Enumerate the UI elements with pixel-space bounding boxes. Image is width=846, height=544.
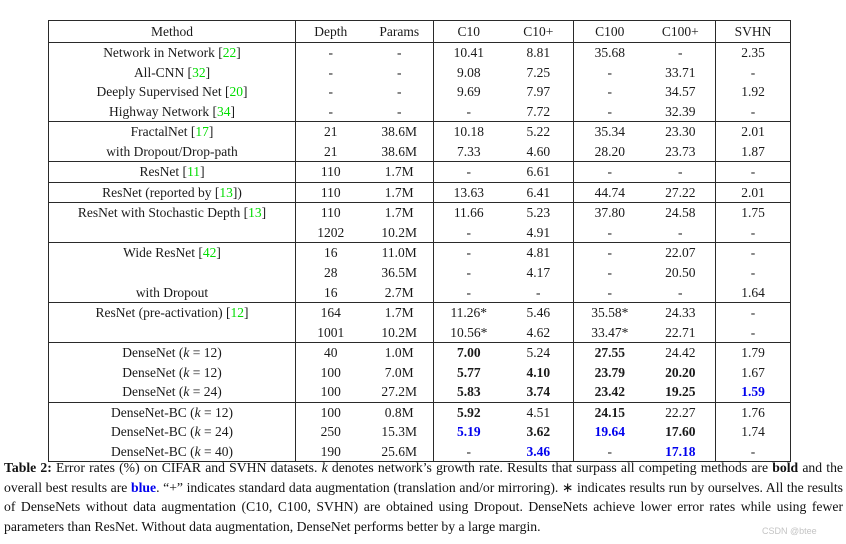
method-label: ] [243,305,249,321]
value-cell: - [716,303,791,323]
column-header-method: Method [49,21,296,43]
column-header-c100plus: C100+ [646,21,716,43]
method-label: with Dropout/Drop-path [106,143,238,159]
table-section [49,303,791,343]
value-cell: 23.30 [646,122,716,142]
method-label: ] [208,124,214,140]
value-cell: 1001 [296,323,366,343]
method-cell [49,223,296,243]
method-label: DenseNet ( [122,345,184,361]
method-cell [49,402,296,422]
caption-segment: k [321,460,328,475]
value-cell: - [434,102,504,122]
value-cell: - [397,64,402,80]
value-cell: - [296,82,366,102]
value-cell: 27.2M [381,384,418,400]
method-cell [49,182,296,203]
caption-segment: Table 2: [4,460,57,475]
value-cell: 37.80 [574,203,646,223]
method-label: with Dropout [135,284,209,300]
value-cell: 25.6M [381,443,418,459]
value-cell: 9.08 [434,63,504,83]
value-cell: 34.57 [665,84,696,100]
value-cell: 23.79 [574,363,646,383]
value-cell: 1.79 [716,343,791,363]
value-cell: 6.41 [504,182,574,203]
value-cell: - [296,43,366,63]
value-cell: 7.72 [526,103,551,119]
value-cell: 4.10 [526,364,551,380]
citation-link[interactable]: 12 [230,305,244,321]
method-cell [49,343,296,363]
value-cell: - [434,283,504,303]
value-cell: 5.77 [434,363,504,383]
value-cell: 1.92 [716,82,791,102]
method-cell [49,63,296,83]
citation-link[interactable]: 11 [187,164,201,180]
value-cell: 36.5M [381,265,418,281]
table-row [49,243,791,263]
value-cell: 3.62 [526,424,551,440]
table-section [49,343,791,403]
value-cell: 100 [296,363,366,383]
value-cell: - [646,162,716,183]
value-cell: - [434,243,504,263]
citation-link[interactable]: 22 [222,45,237,60]
results-table [48,20,791,462]
table-caption [4,458,843,536]
value-cell: - [296,63,366,83]
citation-link[interactable]: 13 [219,184,233,200]
table-row [49,422,791,442]
value-cell: - [716,162,791,183]
column-header-svhn: SVHN [716,21,791,43]
value-cell: - [434,162,504,183]
value-cell: 27.55 [574,343,646,363]
value-cell: - [678,224,683,240]
value-cell: 3.46 [526,443,551,459]
table-section [49,402,791,462]
value-cell: - [716,323,791,343]
value-cell: 40 [296,343,366,363]
caption-segment: bold [772,460,799,475]
method-label: = 12) [200,404,233,420]
value-cell: 4.81 [504,243,574,263]
column-header-c10: C10 [434,21,504,43]
value-cell: 7.97 [526,84,551,100]
method-label: k [183,364,190,380]
method-label: = 24) [200,424,233,440]
value-cell: 1.76 [716,402,791,422]
table-row [49,102,791,122]
value-cell: 11.26* [434,303,504,323]
value-cell: 7.25 [526,64,551,80]
value-cell: 38.6M [381,143,418,159]
value-cell: 2.01 [716,122,791,142]
value-cell: - [574,162,646,183]
value-cell: 2.7M [384,284,414,300]
table-row [49,343,791,363]
value-cell: 100 [296,402,366,422]
value-cell: - [716,63,791,83]
method-label: k [194,443,201,459]
value-cell: 4.51 [504,402,574,422]
value-cell: 1.75 [716,203,791,223]
value-cell: 24.15 [574,402,646,422]
value-cell: 20.50 [665,265,696,281]
value-cell: 10.41 [434,43,504,63]
method-label: ] [200,164,205,180]
method-cell [49,422,296,442]
citation-link[interactable]: 42 [202,245,217,261]
method-label: Highway Network [ [109,103,217,119]
value-cell: 5.22 [504,122,574,142]
value-cell: 8.81 [504,43,574,63]
value-cell: 110 [296,203,366,223]
method-label: k [183,345,190,361]
citation-link[interactable]: 13 [248,205,262,221]
method-label: = 40) [200,443,233,459]
value-cell: 11.0M [366,243,434,263]
value-cell: 5.46 [504,303,574,323]
value-cell: 10.56* [434,323,504,343]
method-label: DenseNet-BC ( [111,404,195,420]
method-label: ResNet (pre-activation) [ [95,305,231,321]
method-label: ] [205,64,211,80]
method-label: Wide ResNet [ [123,245,203,261]
method-label: = 24) [189,384,222,400]
caption-segment: and the overall best results are [4,460,844,495]
value-cell: 7.0M [384,364,414,380]
table-row [49,203,791,223]
value-cell: 38.6M [366,122,434,142]
table-section [49,122,791,162]
table-row [49,122,791,142]
column-header-c100: C100 [574,21,646,43]
table-row [49,363,791,383]
value-cell: 0.8M [366,402,434,422]
value-cell: - [574,243,646,263]
method-cell [49,43,296,63]
method-label: Deeply Supervised Net [ [96,84,230,100]
value-cell: 1.74 [716,422,791,442]
value-cell: 9.69 [434,82,504,102]
value-cell: - [397,84,402,100]
method-label: All-CNN [ [133,64,193,80]
method-label: DenseNet ( [122,364,184,380]
value-cell: 5.92 [434,402,504,422]
table-section [49,203,791,243]
method-cell [49,102,296,122]
column-header-params: Params [366,21,434,43]
value-cell: - [574,263,646,283]
table-row [49,323,791,343]
value-cell: 11.66 [434,203,504,223]
method-cell [49,382,296,402]
value-cell: - [574,283,646,303]
citation-link[interactable]: 32 [192,64,206,80]
value-cell: - [716,263,791,283]
method-label: ] [216,245,221,261]
value-cell: 33.47* [574,323,646,343]
value-cell: - [716,102,791,122]
value-cell: 7.33 [434,142,504,162]
value-cell: - [574,223,646,243]
table-row [49,142,791,162]
value-cell: 7.00 [434,343,504,363]
method-cell [49,122,296,142]
value-cell: 2.35 [716,43,791,63]
table-section [49,182,791,203]
method-label: DenseNet-BC ( [111,424,195,440]
value-cell: - [646,43,716,63]
value-cell: 10.2M [381,224,418,240]
value-cell: 21 [296,142,366,162]
value-cell: 100 [296,382,366,402]
value-cell: 22.07 [646,243,716,263]
method-cell [49,283,296,303]
value-cell: 19.64 [574,422,646,442]
table-row [49,283,791,303]
value-cell: 17.60 [665,424,696,440]
table-row [49,303,791,323]
value-cell: 5.83 [434,382,504,402]
value-cell: 1.7M [366,182,434,203]
value-cell: 250 [296,422,366,442]
value-cell: 110 [296,162,366,183]
method-label: k [183,384,190,400]
value-cell: - [536,284,541,300]
table-row [49,43,791,63]
value-cell: 190 [296,442,366,462]
value-cell: - [574,102,646,122]
method-label: ] [236,45,241,60]
value-cell: 110 [296,182,366,203]
method-label: = 12) [189,364,222,380]
value-cell: 2.01 [716,182,791,203]
value-cell: 10.2M [381,324,418,340]
value-cell: 164 [296,303,366,323]
value-cell: 16 [296,283,366,303]
value-cell: - [434,263,504,283]
value-cell: 1.0M [366,343,434,363]
value-cell: 33.71 [665,64,696,80]
method-label: DenseNet-BC ( [111,443,195,459]
value-cell: 1.67 [716,363,791,383]
method-label: DenseNet ( [122,384,184,400]
value-cell: 4.17 [526,265,551,281]
value-cell: 15.3M [381,424,418,440]
table-section [49,243,791,303]
value-cell: 35.58* [574,303,646,323]
method-cell [49,323,296,343]
value-cell: 4.60 [526,143,551,159]
value-cell: - [296,102,366,122]
citation-link[interactable]: 34 [216,103,231,119]
value-cell: 17.18 [665,443,696,459]
method-cell [49,82,296,102]
value-cell: 21 [296,122,366,142]
value-cell: 10.18 [434,122,504,142]
value-cell: 6.61 [504,162,574,183]
value-cell: - [716,243,791,263]
method-label: = 12) [189,345,222,361]
value-cell: - [397,103,402,119]
table-row [49,382,791,402]
method-label: Network in Network [ [103,45,223,60]
method-label: FractalNet [ [130,124,196,140]
value-cell: 32.39 [665,103,696,119]
table-row [49,162,791,183]
value-cell: 5.23 [504,203,574,223]
value-cell: 22.27 [646,402,716,422]
caption-segment: Error rates (%) on CIFAR and SVHN datasets. [56,460,322,475]
value-cell: 1.59 [716,382,791,402]
value-cell: - [716,442,791,462]
value-cell: 28.20 [574,142,646,162]
value-cell: 35.68 [574,43,646,63]
column-header-depth: Depth [296,21,366,43]
value-cell: 4.91 [526,224,551,240]
value-cell: 1.7M [366,303,434,323]
method-cell [49,243,296,263]
method-label: ] [243,84,248,100]
table-section [49,162,791,183]
value-cell: 19.25 [665,384,696,400]
table-row [49,223,791,243]
method-label: ResNet (reported by [ [102,184,220,200]
value-cell: 1.7M [366,162,434,183]
method-cell [49,263,296,283]
value-cell: 28 [296,263,366,283]
value-cell: 35.34 [574,122,646,142]
method-cell [49,363,296,383]
value-cell: - [574,63,646,83]
value-cell: 23.73 [665,143,696,159]
caption-segment: blue [130,479,157,495]
value-cell: 24.33 [646,303,716,323]
value-cell: 16 [296,243,366,263]
value-cell: 5.24 [504,343,574,363]
citation-link[interactable]: 17 [195,124,209,140]
value-cell: 1.7M [366,203,434,223]
value-cell: 20.20 [665,364,696,380]
watermark: CSDN @btee [762,526,817,536]
value-cell: 1202 [296,223,366,243]
method-label: ResNet [ [139,164,188,180]
value-cell: 24.42 [646,343,716,363]
table-row [49,402,791,422]
value-cell: 24.58 [646,203,716,223]
table-row [49,182,791,203]
method-cell [49,142,296,162]
value-cell: 4.62 [526,324,551,340]
method-label: k [194,404,201,420]
value-cell: - [678,284,683,300]
table-row [49,263,791,283]
value-cell: 44.74 [574,182,646,203]
table-row [49,82,791,102]
value-cell: 5.19 [434,422,504,442]
value-cell: - [434,223,504,243]
method-label: ] [230,103,235,119]
value-cell: 13.63 [434,182,504,203]
value-cell: - [716,223,791,243]
method-label: ]) [232,184,242,200]
value-cell: 22.71 [665,324,696,340]
method-cell [49,162,296,183]
table-section [49,43,791,122]
column-header-c10plus: C10+ [504,21,574,43]
method-label: k [194,424,201,440]
value-cell: - [434,442,504,462]
method-cell [49,303,296,323]
citation-link[interactable]: 20 [229,84,244,100]
caption-segment: . “+” indicates standard data augmentation (translation and/or mirroring). ∗ indicates results run by ourselves. All the results of DenseNets without data augmentation (C10, C100, SVHN) are obtained using Dropout. DenseNets achieve lower error rates while using fewer parameters than ResNet. Without data augmentation, DenseNet performs better by a large margin. [4,479,843,534]
value-cell: 23.42 [574,382,646,402]
value-cell: 1.64 [716,283,791,303]
method-label: ] [261,205,267,221]
method-cell [49,203,296,223]
value-cell: 27.22 [646,182,716,203]
value-cell: - [574,442,646,462]
table-row [49,63,791,83]
table-header-row [49,21,791,43]
value-cell: 1.87 [716,142,791,162]
value-cell: - [574,82,646,102]
method-label: ResNet with Stochastic Depth [ [77,205,249,221]
caption-segment: denotes network’s growth rate. Results that surpass all competing methods are [327,460,773,475]
value-cell: - [366,43,434,63]
value-cell: 3.74 [526,384,551,400]
